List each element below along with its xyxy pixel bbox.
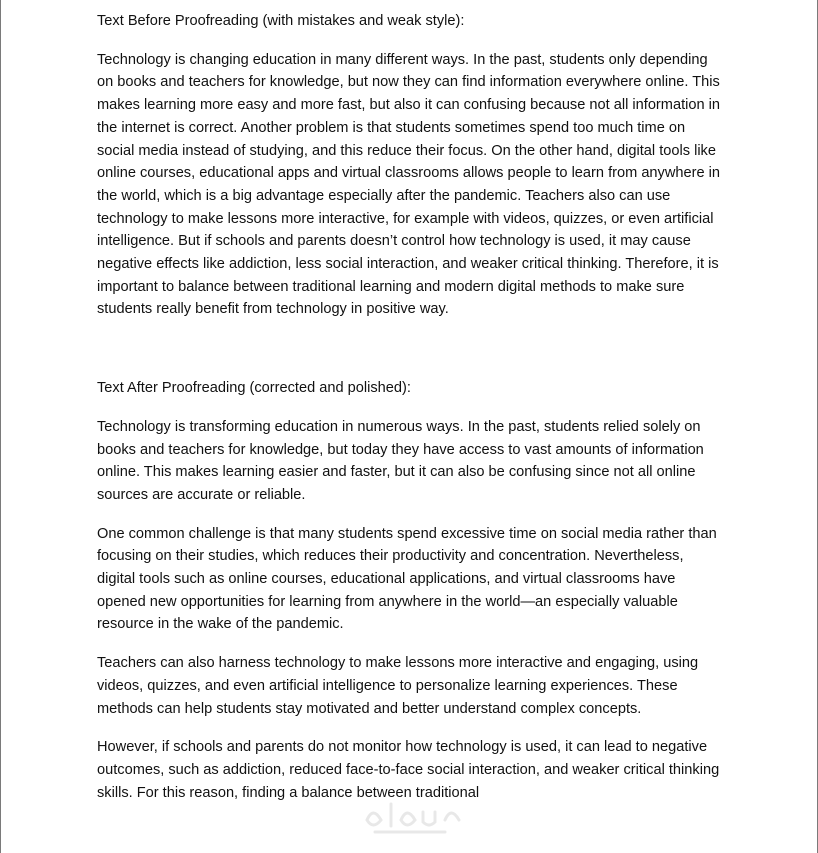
section-spacer <box>97 337 725 377</box>
before-heading: Text Before Proofreading (with mistakes and weak style): <box>97 13 465 29</box>
after-paragraph-3: Teachers can also harness technology to make lessons more interactive and engaging, using videos, quizzes, and even artificial intelligence to personalize learning experiences. These methods can help students stay motivated and better understand complex concepts. <box>97 655 699 717</box>
after-paragraph-2: One common challenge is that many students spend excessive time on social media rather than focusing on their studies, which reduces their productivity and concentration. Nevertheless, digital tools such as online courses, educational applications, and virtual classrooms have opened new opportunities for learning from anywhere in the world—an especially valuable resource in the wake of the pandemic. <box>97 525 717 633</box>
page-left-border <box>0 0 1 853</box>
before-paragraph: Technology is changing education in many different ways. In the past, students only depending on books and teachers for knowledge, but now they can find information everywhere online. This makes learning more easy and more fast, but also it can confusing because not all information in the internet is correct. Another problem is that students sometimes spend too much time on social media instead of studying, and this reduce their focus. On the other hand, digital tools like online courses, educational apps and virtual classrooms allows people to learn from anywhere in the world, which is a big advantage especially after the pandemic. Teachers also can use technology to make lessons more interactive, for example with videos, quizzes, or even artificial intelligence. But if schools and parents doesn’t control how technology is used, it may cause negative effects like addiction, less social interaction, and weaker critical thinking. Therefore, it is important to balance between traditional learning and modern digital methods to make sure students really benefit from technology in positive way. <box>97 51 721 318</box>
after-paragraph-4: However, if schools and parents do not monitor how technology is used, it can lead to negative outcomes, such as addiction, reduced face-to-face social interaction, and weaker critical thinking skills. For this reason, finding a balance between traditional <box>97 739 720 801</box>
after-paragraph-1: Technology is transforming education in numerous ways. In the past, students relied solely on books and teachers for knowledge, but today they have access to vast amounts of information online. This makes learning easier and faster, but it can also be confusing since not all online sources are accurate or reliable. <box>97 418 704 503</box>
after-heading: Text After Proofreading (corrected and polished): <box>97 380 411 397</box>
document-body <box>97 10 725 820</box>
